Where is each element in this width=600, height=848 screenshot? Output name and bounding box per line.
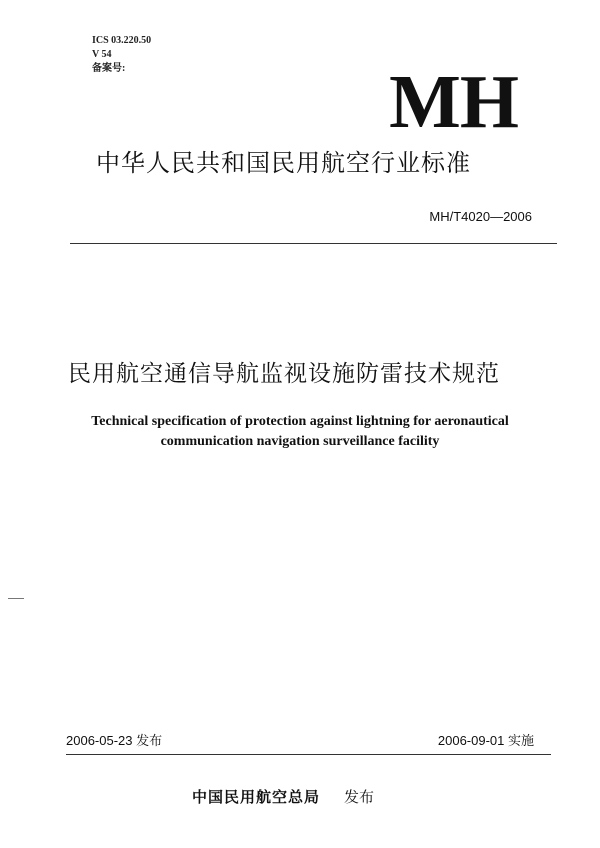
margin-tick-mark — [8, 598, 24, 599]
issue-date: 2006-05-23 发布 — [66, 733, 163, 748]
mh-standard-logo: MH — [389, 60, 518, 144]
footer-divider — [66, 754, 551, 755]
classification-codes — [92, 34, 151, 76]
document-title-english-line-1: Technical specification of protection against lightning for aeronautical — [91, 414, 509, 429]
ccs-code: V 54 — [92, 49, 112, 60]
publisher-line — [192, 788, 374, 808]
standard-category-title: 中华人民共和国民用航空行业标准 — [96, 150, 471, 177]
publisher-name: 中国民用航空总局 — [192, 789, 321, 806]
filing-number-label: 备案号: — [92, 63, 126, 74]
publish-action: 发布 — [344, 789, 375, 806]
header-divider — [70, 243, 557, 244]
implementation-date: 2006-09-01 实施 — [437, 733, 534, 748]
document-title-english-line-2: communication navigation surveillance facility — [160, 434, 440, 449]
ics-code: ICS 03.220.50 — [92, 35, 152, 46]
standard-number: MH/T4020—2006 — [429, 209, 532, 224]
document-title-chinese: 民用航空通信导航监视设施防雷技术规范 — [68, 360, 500, 386]
document-title-english — [60, 412, 540, 452]
